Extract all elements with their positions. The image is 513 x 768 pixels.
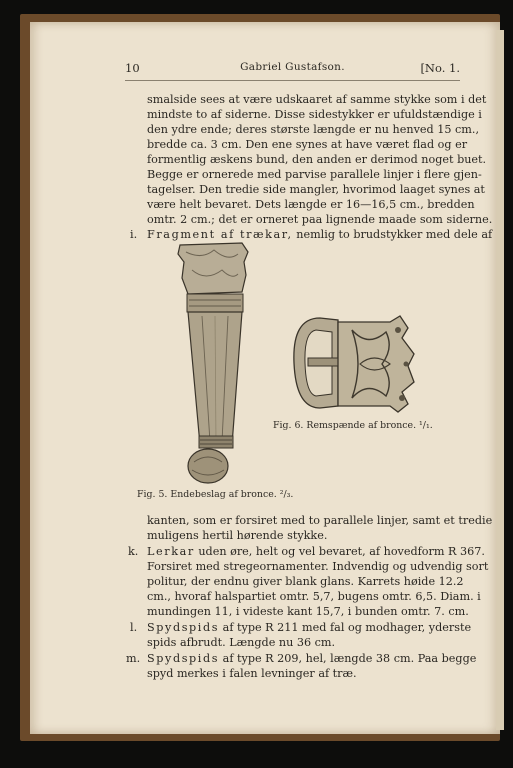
item-i-spaced: Fragment af trækar, bbox=[147, 228, 293, 241]
text-line: mindste to af siderne. Disse sidestykker er ufuldstændige i bbox=[147, 108, 482, 121]
text-line: Forsiret med stregeornamenter. Indvendig og udvendig sort bbox=[147, 560, 489, 573]
item-k-spaced: Lerkar bbox=[147, 545, 195, 558]
page-number: 10 bbox=[125, 61, 140, 75]
item-marker-k: k. bbox=[128, 545, 139, 558]
item-l-spaced: Spydspids bbox=[147, 621, 220, 634]
text-line: cm., hvoraf halspartiet omtr. 5,7, bugens omtr. 6,5. Diam. i bbox=[147, 590, 481, 603]
item-k-line bbox=[147, 545, 485, 559]
text-line: mundingen 11, i videste kant 15,7, i bunden omtr. 7. cm. bbox=[147, 605, 469, 618]
item-i-rest: nemlig to brudstykker med dele af bbox=[292, 228, 493, 241]
header-rule bbox=[125, 80, 460, 81]
figure-5-end-fitting bbox=[172, 240, 262, 490]
text-line: være helt bevaret. Dets længde er 16—16,5 cm., bredden bbox=[147, 198, 475, 211]
text-line: politur, der endnu giver blank glans. Karrets høide 12.2 bbox=[147, 575, 464, 588]
item-marker-i: i. bbox=[130, 228, 138, 241]
text-line: bredde ca. 3 cm. Den ene synes at have været flad og er bbox=[147, 138, 468, 151]
text-line: spyd merkes i falen levninger af træ. bbox=[147, 667, 357, 680]
item-l-rest: af type R 211 med fal og modhager, yderste bbox=[219, 621, 472, 634]
item-m-line bbox=[147, 652, 476, 666]
text-line: muligens hertil hørende stykke. bbox=[147, 529, 328, 542]
text-line: omtr. 2 cm.; det er orneret paa lignende maade som siderne. bbox=[147, 213, 493, 226]
text-line: formentlig æskens bund, den anden er derimod noget buet. bbox=[147, 153, 487, 166]
text-line: tagelser. Den tredie side mangler, hvorimod laaget synes at bbox=[147, 183, 485, 196]
running-header bbox=[125, 61, 460, 77]
figure-6-buckle bbox=[290, 308, 420, 418]
item-k-rest: uden øre, helt og vel bevaret, af hovedform R 367. bbox=[194, 545, 485, 558]
item-marker-l: l. bbox=[130, 621, 138, 634]
running-title: Gabriel Gustafson. bbox=[240, 61, 345, 73]
page-edge bbox=[496, 30, 504, 730]
item-l-line bbox=[147, 621, 471, 635]
item-m-rest: af type R 209, hel, længde 38 cm. Paa begge bbox=[219, 652, 477, 665]
item-m-spaced: Spydspids bbox=[147, 652, 220, 665]
section-marker: [No. 1. bbox=[420, 61, 460, 75]
figure-5-caption: Fig. 5. Endebeslag af bronce. ²/₃. bbox=[137, 489, 294, 500]
text-line: Begge er ornerede med parvise parallele linjer i flere gjen- bbox=[147, 168, 482, 181]
item-marker-m: m. bbox=[126, 652, 141, 665]
text-line: spids afbrudt. Længde nu 36 cm. bbox=[147, 636, 336, 649]
text-line: smalside sees at være udskaaret af samme stykke som i det bbox=[147, 93, 487, 106]
text-line: den ydre ende; deres største længde er nu henved 15 cm., bbox=[147, 123, 480, 136]
figure-6-caption: Fig. 6. Remspænde af bronce. ¹/₁. bbox=[273, 420, 433, 431]
text-line: kanten, som er forsiret med to parallele linjer, samt et tredie bbox=[147, 514, 493, 527]
